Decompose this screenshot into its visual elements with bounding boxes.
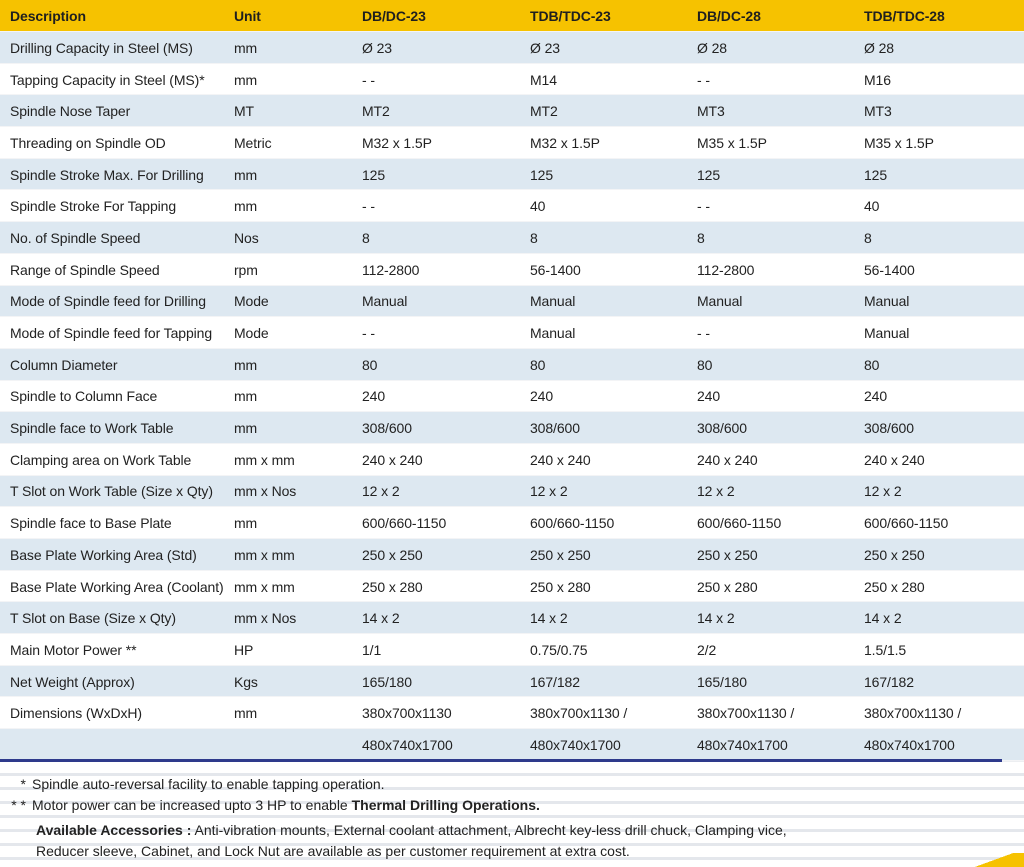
cell-model-1: 125 (362, 166, 386, 183)
cell-model-1: 8 (362, 229, 370, 246)
table-row (0, 697, 1024, 729)
cell-model-4: 12 x 2 (864, 483, 902, 500)
cell-model-1: - - (362, 198, 375, 215)
cell-model-1: 112-2800 (362, 261, 420, 278)
table-row (0, 95, 1024, 127)
footnote-motor (0, 797, 540, 813)
table-row (0, 127, 1024, 159)
table-row (0, 317, 1024, 349)
footnote-tapping (0, 776, 385, 792)
cell-model-3: MT3 (697, 103, 725, 120)
cell-model-1: 480x740x1700 (362, 736, 453, 753)
cell-description: Mode of Spindle feed for Tapping (10, 325, 213, 342)
cell-model-2: 125 (530, 166, 554, 183)
table-row (0, 444, 1024, 476)
cell-unit: Mode (234, 325, 269, 342)
cell-unit: mm x Nos (234, 483, 297, 500)
accessories-line-2 (36, 843, 630, 859)
cell-unit: mm (234, 71, 258, 88)
table-row (0, 381, 1024, 413)
cell-model-1: 600/660-1150 (362, 515, 447, 532)
table-row (0, 159, 1024, 191)
cell-description: T Slot on Base (Size x Qty) (10, 610, 176, 627)
cell-model-2: M32 x 1.5P (530, 134, 600, 151)
cell-description: Spindle to Column Face (10, 388, 158, 405)
cell-model-2: 40 (530, 198, 546, 215)
cell-model-1: - - (362, 71, 375, 88)
cell-unit: Nos (234, 229, 259, 246)
table-row (0, 634, 1024, 666)
cell-model-4: 14 x 2 (864, 610, 902, 627)
cell-model-3: - - (697, 325, 710, 342)
header-description: Description (10, 8, 86, 24)
cell-model-3: 600/660-1150 (697, 515, 782, 532)
table-row (0, 539, 1024, 571)
cell-description: T Slot on Work Table (Size x Qty) (10, 483, 213, 500)
cell-model-3: 240 x 240 (697, 451, 758, 468)
cell-model-3: - - (697, 71, 710, 88)
cell-model-4: Manual (864, 293, 910, 310)
cell-unit: mm (234, 515, 258, 532)
cell-model-1: 250 x 250 (362, 546, 423, 563)
cell-model-3: - - (697, 198, 710, 215)
cell-model-2: Manual (530, 325, 576, 342)
table-row (0, 729, 1024, 761)
cell-description: Base Plate Working Area (Std) (10, 546, 197, 563)
cell-model-4: Manual (864, 325, 910, 342)
cell-model-4: 250 x 250 (864, 546, 925, 563)
cell-model-4: 40 (864, 198, 880, 215)
cell-description: Base Plate Working Area (Coolant) (10, 578, 224, 595)
cell-model-1: - - (362, 325, 375, 342)
cell-model-2: 600/660-1150 (530, 515, 615, 532)
cell-unit: mm (234, 705, 258, 722)
cell-description: Tapping Capacity in Steel (MS)* (10, 71, 205, 88)
cell-unit: mm (234, 356, 258, 373)
corner-accent (964, 853, 1024, 867)
table-row (0, 222, 1024, 254)
cell-model-2: 480x740x1700 (530, 736, 621, 753)
cell-description: Range of Spindle Speed (10, 261, 160, 278)
cell-model-4: M16 (864, 71, 891, 88)
cell-model-1: 1/1 (362, 641, 382, 658)
accessories-text: Reducer sleeve, Cabinet, and Lock Nut are available as per customer requirement at extra cost. (36, 843, 630, 859)
cell-model-2: 0.75/0.75 (530, 641, 588, 658)
cell-model-1: 240 x 240 (362, 451, 423, 468)
cell-model-2: Manual (530, 293, 576, 310)
cell-model-4: 308/600 (864, 420, 914, 437)
cell-model-2: 12 x 2 (530, 483, 568, 500)
cell-model-2: 56-1400 (530, 261, 581, 278)
cell-model-1: 380x700x1130 (362, 705, 452, 722)
cell-model-1: MT2 (362, 103, 390, 120)
cell-model-3: Ø 28 (697, 39, 727, 56)
cell-unit: HP (234, 641, 254, 658)
cell-model-4: 125 (864, 166, 888, 183)
cell-unit: Metric (234, 134, 272, 151)
cell-model-2: 250 x 280 (530, 578, 591, 595)
cell-model-3: 308/600 (697, 420, 747, 437)
footnote-text: Motor power can be increased upto 3 HP to enable (32, 797, 352, 813)
cell-model-3: 2/2 (697, 641, 717, 658)
cell-model-3: 250 x 280 (697, 578, 758, 595)
cell-model-2: M14 (530, 71, 557, 88)
header-model-4: TDB/TDC-28 (864, 8, 945, 24)
cell-description: Spindle Stroke For Tapping (10, 198, 177, 215)
accessories-text: Anti-vibration mounts, External coolant attachment, Albrecht key-less drill chuck, Clamping vice, (191, 822, 787, 838)
cell-model-2: 240 x 240 (530, 451, 591, 468)
table-row (0, 507, 1024, 539)
cell-unit: mm x mm (234, 578, 295, 595)
cell-model-3: M35 x 1.5P (697, 134, 767, 151)
table-row (0, 666, 1024, 698)
cell-description: Net Weight (Approx) (10, 673, 135, 690)
cell-unit: mm x Nos (234, 610, 297, 627)
cell-model-3: 240 (697, 388, 721, 405)
table-row (0, 286, 1024, 318)
cell-model-2: 250 x 250 (530, 546, 591, 563)
cell-model-3: 8 (697, 229, 705, 246)
cell-model-4: 480x740x1700 (864, 736, 955, 753)
table-row (0, 254, 1024, 286)
table-row (0, 602, 1024, 634)
footnote-mark: * * (11, 797, 26, 813)
cell-model-2: 80 (530, 356, 546, 373)
cell-model-4: 240 x 240 (864, 451, 925, 468)
cell-model-3: 480x740x1700 (697, 736, 788, 753)
table-row (0, 32, 1024, 64)
cell-model-2: 14 x 2 (530, 610, 568, 627)
cell-unit: mm (234, 39, 258, 56)
cell-model-4: 56-1400 (864, 261, 915, 278)
cell-model-2: 240 (530, 388, 554, 405)
footnote-mark: * (20, 776, 26, 792)
cell-model-2: 167/182 (530, 673, 580, 690)
cell-model-4: MT3 (864, 103, 892, 120)
cell-model-3: 250 x 250 (697, 546, 758, 563)
header-model-1: DB/DC-23 (362, 8, 426, 24)
cell-unit: mm (234, 166, 258, 183)
header-model-3: DB/DC-28 (697, 8, 761, 24)
cell-description: Threading on Spindle OD (10, 134, 166, 151)
cell-model-1: M32 x 1.5P (362, 134, 432, 151)
accessories-line-1 (36, 822, 787, 838)
cell-model-4: 167/182 (864, 673, 914, 690)
cell-model-3: 80 (697, 356, 713, 373)
cell-model-1: 165/180 (362, 673, 412, 690)
accessories-label: Available Accessories : (36, 822, 192, 838)
cell-model-1: 308/600 (362, 420, 412, 437)
cell-model-1: Ø 23 (362, 39, 392, 56)
table-body (0, 32, 1024, 761)
cell-model-3: 165/180 (697, 673, 747, 690)
table-row (0, 349, 1024, 381)
cell-model-4: 240 (864, 388, 888, 405)
cell-unit: Mode (234, 293, 269, 310)
cell-unit: mm x mm (234, 451, 295, 468)
cell-description: Main Motor Power ** (10, 641, 137, 658)
cell-unit: mm (234, 388, 258, 405)
cell-description: Clamping area on Work Table (10, 451, 192, 468)
cell-description: Spindle Stroke Max. For Drilling (10, 166, 204, 183)
cell-model-4: 8 (864, 229, 872, 246)
cell-model-4: 380x700x1130 / (864, 705, 962, 722)
cell-model-1: 14 x 2 (362, 610, 400, 627)
table-row (0, 571, 1024, 603)
cell-description: Spindle face to Base Plate (10, 515, 172, 532)
cell-model-4: M35 x 1.5P (864, 134, 934, 151)
cell-model-2: 8 (530, 229, 538, 246)
cell-model-4: 1.5/1.5 (864, 641, 907, 658)
cell-model-3: 14 x 2 (697, 610, 735, 627)
cell-model-1: 240 (362, 388, 386, 405)
cell-description: Dimensions (WxDxH) (10, 705, 142, 722)
table-row (0, 64, 1024, 96)
cell-model-1: 80 (362, 356, 378, 373)
cell-description: Column Diameter (10, 356, 118, 373)
footnote-bold-text: Thermal Drilling Operations. (351, 797, 540, 813)
cell-model-3: 112-2800 (697, 261, 755, 278)
cell-unit: mm (234, 420, 258, 437)
cell-model-4: Ø 28 (864, 39, 894, 56)
cell-model-2: 308/600 (530, 420, 580, 437)
cell-unit: Kgs (234, 673, 258, 690)
header-unit: Unit (234, 8, 261, 24)
cell-unit: rpm (234, 261, 258, 278)
cell-model-4: 250 x 280 (864, 578, 925, 595)
table-row (0, 476, 1024, 508)
cell-model-1: Manual (362, 293, 408, 310)
cell-model-3: 12 x 2 (697, 483, 735, 500)
cell-model-3: Manual (697, 293, 743, 310)
cell-model-2: Ø 23 (530, 39, 560, 56)
table-row (0, 412, 1024, 444)
cell-model-4: 600/660-1150 (864, 515, 949, 532)
cell-model-1: 12 x 2 (362, 483, 400, 500)
cell-model-2: MT2 (530, 103, 558, 120)
cell-model-1: 250 x 280 (362, 578, 423, 595)
cell-unit: mm (234, 198, 258, 215)
cell-description: Spindle Nose Taper (10, 103, 131, 120)
cell-description: Mode of Spindle feed for Drilling (10, 293, 206, 310)
header-model-2: TDB/TDC-23 (530, 8, 611, 24)
footnote-text: Spindle auto-reversal facility to enable tapping operation. (32, 776, 385, 792)
cell-model-2: 380x700x1130 / (530, 705, 628, 722)
cell-unit: mm x mm (234, 546, 295, 563)
cell-unit: MT (234, 103, 255, 120)
cell-description: Spindle face to Work Table (10, 420, 174, 437)
cell-model-3: 125 (697, 166, 721, 183)
cell-description: Drilling Capacity in Steel (MS) (10, 39, 193, 56)
cell-model-4: 80 (864, 356, 880, 373)
table-row (0, 190, 1024, 222)
cell-model-3: 380x700x1130 / (697, 705, 795, 722)
table-header-row (0, 0, 1024, 32)
cell-description: No. of Spindle Speed (10, 229, 141, 246)
